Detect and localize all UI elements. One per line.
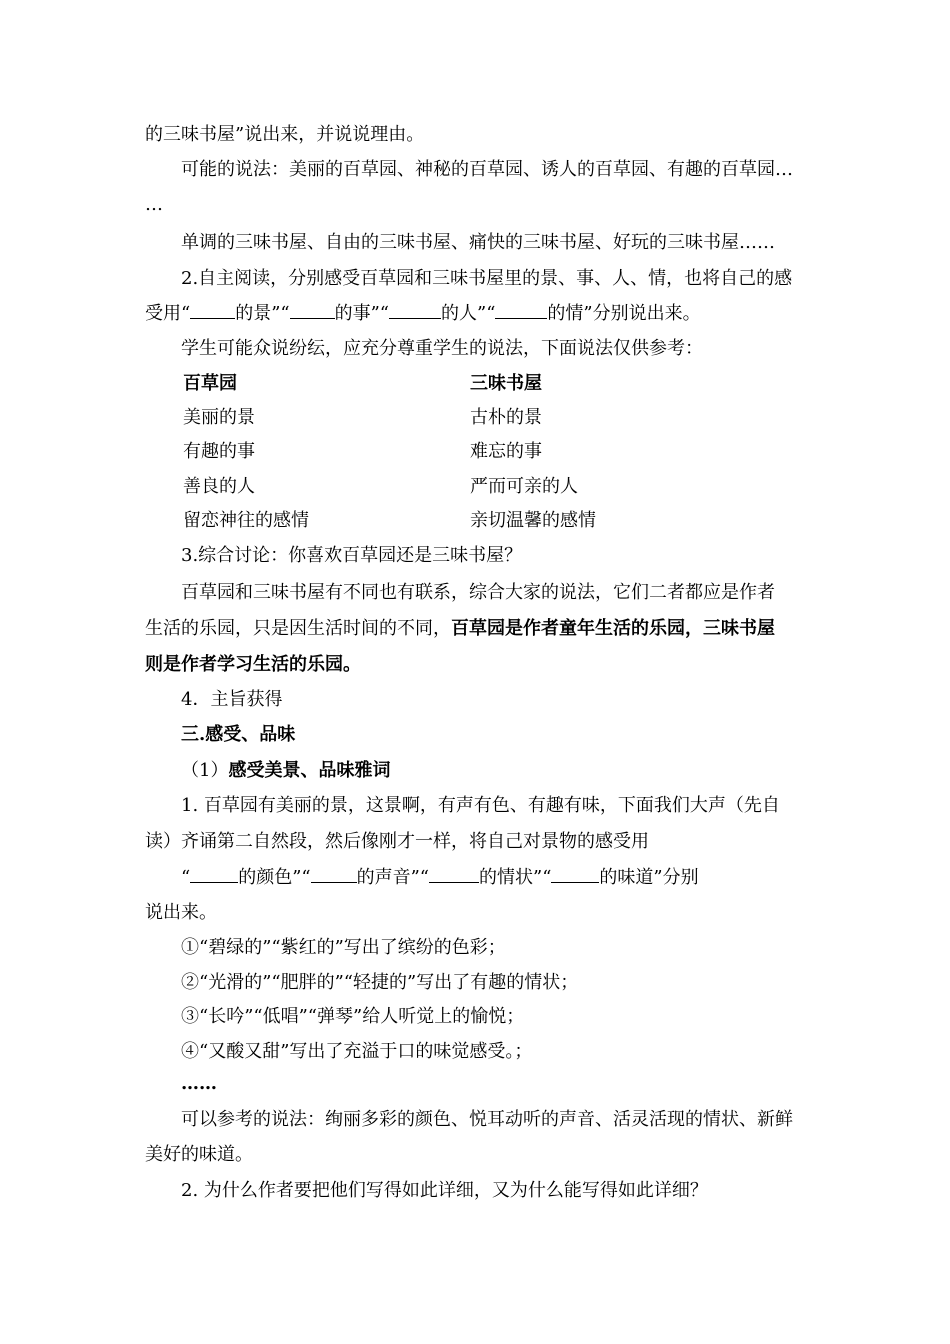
list-item: ①“碧绿的”“紫红的”写出了缤纷的色彩； bbox=[181, 937, 506, 958]
table-cell: 有趣的事 bbox=[183, 441, 255, 462]
blank-underline bbox=[190, 866, 238, 883]
paragraph-line: 1. 百草园有美丽的景，这景啊，有声有色、有趣有味，下面我们大声（先自 bbox=[181, 795, 780, 816]
paragraph-line: 3.综合讨论：你喜欢百草园还是三味书屋？ bbox=[181, 545, 523, 566]
paragraph-line: … bbox=[145, 194, 163, 215]
ellipsis-line: …… bbox=[181, 1073, 217, 1094]
text-segment: 的情状”“ bbox=[479, 867, 552, 888]
blank-underline bbox=[290, 302, 335, 319]
paragraph-line: 可以参考的说法：绚丽多彩的颜色、悦耳动听的声音、活灵活现的情状、新鲜 bbox=[181, 1109, 793, 1130]
table-cell: 严而可亲的人 bbox=[470, 476, 578, 497]
blank-underline bbox=[429, 866, 479, 883]
paragraph-line bbox=[145, 617, 775, 641]
table-cell: 留恋神往的感情 bbox=[183, 510, 309, 531]
table-cell: 亲切温馨的感情 bbox=[470, 510, 596, 531]
blank-underline bbox=[311, 866, 357, 883]
paragraph-line: 说出来。 bbox=[145, 902, 217, 923]
paragraph-line: 学生可能众说纷纭，应充分尊重学生的说法，下面说法仅供参考： bbox=[181, 338, 703, 359]
paragraph-line: 百草园和三味书屋有不同也有联系，综合大家的说法，它们二者都应是作者 bbox=[181, 582, 775, 603]
text-segment: 的颜色”“ bbox=[238, 867, 311, 888]
paragraph-line: 2.自主阅读，分别感受百草园和三味书屋里的景、事、人、情，也将自己的感 bbox=[181, 268, 793, 289]
blank-underline bbox=[389, 302, 441, 319]
subsection-number: （1） bbox=[181, 760, 229, 781]
paragraph-line: 可能的说法：美丽的百草园、神秘的百草园、诱人的百草园、有趣的百草园… bbox=[181, 159, 793, 180]
table-cell: 善良的人 bbox=[183, 476, 255, 497]
paragraph-line: 读）齐诵第二自然段，然后像刚才一样，将自己对景物的感受用 bbox=[145, 831, 649, 852]
blank-underline bbox=[190, 302, 235, 319]
text-segment: 的人”“ bbox=[441, 303, 496, 324]
text-segment: 的声音”“ bbox=[356, 867, 430, 888]
paragraph-line: 2. 为什么作者要把他们写得如此详细，又为什么能写得如此详细？ bbox=[181, 1180, 708, 1201]
subsection-title: 感受美景、品味雅词 bbox=[228, 760, 391, 781]
emphasis-text: 百草园是作者童年生活的乐园，三味书屋 bbox=[451, 618, 775, 639]
paragraph-line: 4．主旨获得 bbox=[181, 689, 283, 710]
emphasis-text: 则是作者学习生活的乐园。 bbox=[145, 654, 361, 675]
table-cell: 美丽的景 bbox=[183, 407, 255, 428]
paragraph-line: 美好的味道。 bbox=[145, 1144, 253, 1165]
table-cell: 难忘的事 bbox=[470, 441, 542, 462]
table-header: 百草园 bbox=[183, 373, 237, 394]
list-item: ③“长吟”“低唱”“弹琴”给人听觉上的愉悦； bbox=[181, 1006, 525, 1027]
fill-blank-line bbox=[145, 302, 701, 326]
text-segment: 的事”“ bbox=[334, 303, 390, 324]
table-cell: 古朴的景 bbox=[470, 407, 542, 428]
text-segment: 生活的乐园，只是因生活时间的不同， bbox=[145, 618, 451, 639]
table-header: 三味书屋 bbox=[470, 373, 542, 394]
paragraph-line: 单调的三味书屋、自由的三味书屋、痛快的三味书屋、好玩的三味书屋…… bbox=[181, 232, 775, 253]
text-segment: 受用“ bbox=[145, 303, 191, 324]
subsection-heading bbox=[181, 759, 390, 783]
text-segment: 的味道”分别 bbox=[599, 867, 699, 888]
text-segment: 的景”“ bbox=[235, 303, 290, 324]
fill-blank-line bbox=[181, 866, 699, 890]
blank-underline bbox=[495, 302, 547, 319]
text-segment: 的情”分别说出来。 bbox=[547, 303, 701, 324]
text-segment: “ bbox=[181, 867, 191, 888]
paragraph-line: 的三味书屋”说出来，并说说理由。 bbox=[145, 124, 425, 145]
section-heading: 三.感受、品味 bbox=[181, 724, 296, 745]
list-item: ②“光滑的”“肥胖的”“轻捷的”写出了有趣的情状； bbox=[181, 972, 579, 993]
list-item: ④“又酸又甜”写出了充溢于口的味觉感受。； bbox=[181, 1041, 533, 1062]
blank-underline bbox=[551, 866, 599, 883]
